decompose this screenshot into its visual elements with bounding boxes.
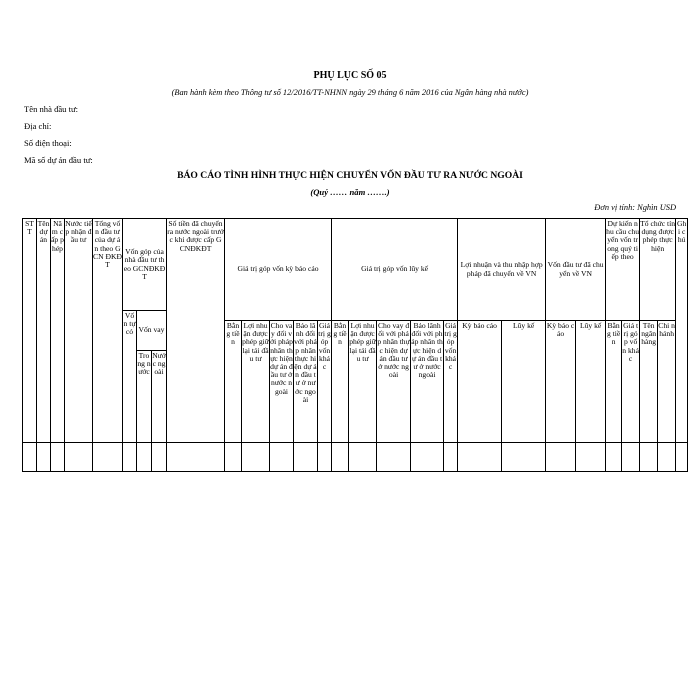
col-period-other: Giá trị góp vốn khác	[318, 321, 332, 443]
col-planned-cash: Bằng tiền	[606, 321, 622, 443]
col-period-cash: Bằng tiền	[225, 321, 242, 443]
table-row	[23, 443, 688, 472]
phone-field: Số điện thoại:	[24, 138, 72, 148]
col-returned-reporting-period: Kỳ báo cáo	[546, 321, 576, 443]
col-year-issued: Năm cấp phép	[51, 219, 65, 443]
col-planned-transfer: Dự kiến nhu cầu chuyển vốn trong quý tiếp theo	[606, 219, 640, 321]
col-profit-cumulative: Lũy kế	[502, 321, 546, 443]
col-cumulative-cash: Bằng tiền	[332, 321, 349, 443]
col-bank-name: Tên ngân hàng	[640, 321, 658, 443]
report-table	[22, 218, 688, 472]
report-title: BÁO CÁO TÌNH HÌNH THỰC HIỆN CHUYỂN VỐN ĐẦU TƯ RA NƯỚC NGOÀI	[177, 170, 523, 181]
address-field: Địa chỉ:	[24, 121, 52, 131]
col-profit-reporting-period: Kỳ báo cáo	[458, 321, 502, 443]
col-project-name: Tên dự án	[37, 219, 51, 443]
col-returned-cumulative: Lũy kế	[576, 321, 606, 443]
col-cumulative-guarantee: Bảo lãnh đối với pháp nhân thực hiện dự án đầu tư ở nước ngoài	[411, 321, 444, 443]
col-cumulative-value: Giá trị góp vốn lũy kế	[332, 219, 458, 321]
col-total-capital: Tổng vốn đầu tư của dự án theo GCN ĐKĐT	[93, 219, 123, 443]
col-transferred-before: Số tiền đã chuyển ra nước ngoài trước khi được cấp GCNĐKĐT	[167, 219, 225, 443]
appendix-subtitle: (Ban hành kèm theo Thông tư số 12/2016/TT-NHNN ngày 29 tháng 6 năm 2016 của Ngân hàng nhà nước)	[171, 88, 529, 97]
col-profit-transferred: Lợi nhuận và thu nhập hợp pháp đã chuyển về VN	[458, 219, 546, 321]
col-loan-capital: Vốn vay	[137, 311, 167, 351]
col-own-capital: Vốn tự có	[123, 311, 137, 443]
col-note: Ghi chú	[676, 219, 688, 443]
col-stt: STT	[23, 219, 37, 443]
col-period-retained-profit: Lợi nhuận được phép giữ lại tái đầu tư	[242, 321, 270, 443]
col-receiving-country: Nước tiếp nhận đầu tư	[65, 219, 93, 443]
report-period: (Quý …… năm …….)	[310, 187, 390, 197]
col-credit-institution: Tổ chức tín dụng được phép thực hiện	[640, 219, 676, 321]
col-capital-returned: Vốn đầu tư đã chuyển về VN	[546, 219, 606, 321]
appendix-title: PHỤ LỤC SỐ 05	[313, 70, 387, 81]
col-cumulative-other: Giá trị góp vốn khác	[444, 321, 458, 443]
col-cumulative-retained-profit: Lợi nhuận được phép giữ lại tái đầu tư	[349, 321, 377, 443]
col-planned-other: Giá trị góp vốn khác	[622, 321, 640, 443]
col-branch: Chi nhánh	[658, 321, 676, 443]
col-loan-domestic: Trong nước	[137, 351, 152, 443]
col-period-loan: Cho vay đối với pháp nhân thực hiện dự án đầu tư ở nước ngoài	[270, 321, 294, 443]
project-code-field: Mã số dự án đầu tư:	[24, 155, 93, 165]
col-capital-contribution: Vốn góp của nhà đầu tư theo GCNĐKĐT	[123, 219, 167, 311]
unit-label: Đơn vị tính: Nghìn USD	[594, 203, 676, 212]
col-loan-foreign: Nước ngoài	[152, 351, 167, 443]
col-period-value: Giá trị góp vốn kỳ báo cáo	[225, 219, 332, 321]
col-cumulative-loan: Cho vay đối với pháp nhân thực hiện dự án đầu tư ở nước ngoài	[377, 321, 411, 443]
investor-name-field: Tên nhà đầu tư:	[24, 104, 79, 114]
col-period-guarantee: Bảo lãnh đối với pháp nhân thực hiện dự án đầu tư ở nước ngoài	[294, 321, 318, 443]
